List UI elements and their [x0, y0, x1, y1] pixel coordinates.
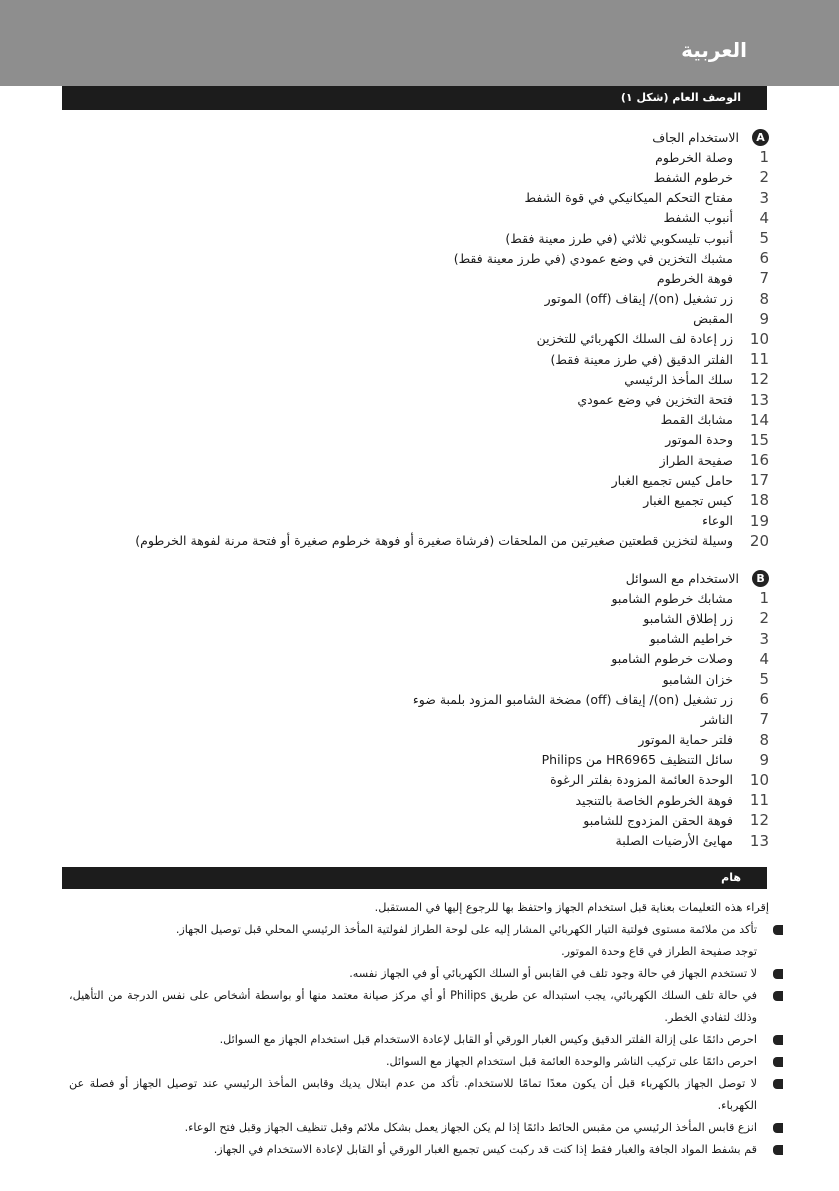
item-label: وسيلة لتخزين قطعتين صغيرتين من الملحقات (فرشاة صغيرة أو فوهة خرطوم صغيرة أو فتحة مرنة لفوهة الخرطوم) [135, 533, 733, 549]
list-item [135, 228, 769, 248]
list-item [413, 669, 769, 689]
item-label: الوحدة العائمة المزودة بفلتر الرغوة [550, 772, 733, 788]
list-item [413, 830, 769, 850]
bullet-icon [773, 1057, 783, 1067]
item-number: 13 [749, 390, 769, 409]
item-label: زر تشغيل (on)/ إيقاف (off) مضخة الشامبو المزود بلمبة ضوء [412, 691, 733, 707]
item-number: 7 [759, 269, 769, 288]
item-number: 4 [759, 208, 769, 227]
section-general-title: الوصف العام (شكل ١) [62, 86, 767, 110]
list-item [413, 730, 769, 750]
list-item [135, 430, 769, 450]
item-number: 3 [759, 188, 769, 207]
item-label: وصلات خرطوم الشامبو [611, 651, 733, 667]
list-item [135, 208, 769, 228]
bullet-text: لا توصل الجهاز بالكهرباء قبل أن يكون معدًا تمامًا للاستخدام. تأكد من عدم ابتلال يديك وقابس المأخذ الرئيسي عند توصيل الجهاز أو فصلة عن الكهرباء. [69, 1077, 757, 1112]
list-item [413, 709, 769, 729]
item-label: فوهة الخرطوم [656, 270, 733, 286]
bullet-text: انزع قابس المأخذ الرئيسي من مقبس الحائط دائمًا إذا لم يكن الجهاز يعمل بشكل ملائم وقبل تنظيف الجهاز وقبل فتح الوعاء. [184, 1121, 757, 1134]
wet-use-title: الاستخدام مع السوائل [625, 570, 739, 586]
item-number: 1 [759, 148, 769, 167]
list-item [135, 511, 769, 531]
item-label: أنبوب الشفط [663, 210, 733, 226]
item-label: فوهة الخرطوم الخاصة بالتنجيد [575, 792, 733, 808]
item-number: 16 [749, 451, 769, 470]
bullet-icon [773, 1123, 783, 1133]
item-number: 2 [759, 168, 769, 187]
item-label: الوعاء [702, 513, 733, 529]
item-number: 6 [759, 690, 769, 709]
list-item [135, 410, 769, 430]
item-number: 12 [749, 370, 769, 389]
list-item [135, 490, 769, 510]
item-number: 7 [759, 710, 769, 729]
item-number: 19 [749, 511, 769, 530]
item-label: وحدة الموتور [665, 432, 733, 448]
item-number: 1 [759, 589, 769, 608]
bullet-icon [773, 925, 783, 935]
list-item [413, 790, 769, 810]
list-item [135, 188, 769, 208]
item-label: صفيحة الطراز [659, 452, 733, 468]
item-number: 15 [749, 430, 769, 449]
bullet-icon [773, 1035, 783, 1045]
wet-use-list [413, 568, 769, 851]
list-item [135, 369, 769, 389]
item-number: 3 [759, 629, 769, 648]
important-bullet [69, 1029, 769, 1051]
item-number: 6 [759, 249, 769, 268]
item-label: وصلة الخرطوم [655, 149, 733, 165]
bullet-text: لا تستخدم الجهاز في حالة وجود تلف في القابس أو السلك الكهربائي أو في الجهاز نفسه. [349, 967, 757, 980]
item-label: سلك المأخذ الرئيسي [624, 371, 733, 387]
bullet-text: قم بشفط المواد الجافة والغبار فقط إذا كنت قد ركبت كيس تجميع الغبار الورقي أو القابل لإعادة الاستخدام في الجهاز. [213, 1143, 757, 1156]
section-a-badge: A [752, 129, 769, 146]
item-number: 10 [749, 329, 769, 348]
item-label: المقبض [693, 311, 733, 327]
item-label: كيس تجميع الغبار [643, 492, 733, 508]
item-label: زر إطلاق الشامبو [643, 610, 733, 626]
list-item [135, 309, 769, 329]
list-item [413, 770, 769, 790]
item-number: 4 [759, 649, 769, 668]
list-item [135, 450, 769, 470]
item-number: 5 [759, 229, 769, 248]
list-item [135, 349, 769, 369]
item-number: 12 [749, 811, 769, 830]
item-label: الناشر [700, 711, 733, 727]
dry-use-heading [135, 127, 769, 147]
important-bullet [69, 1073, 769, 1117]
item-number: 18 [749, 491, 769, 510]
list-item [413, 750, 769, 770]
item-label: مفتاح التحكم الميكانيكي في قوة الشفط [524, 190, 733, 206]
important-bullet [69, 1117, 769, 1139]
bullet-continuation: توجد صفيحة الطراز في قاع وحدة الموتور. [561, 945, 757, 958]
item-number: 9 [759, 750, 769, 769]
item-label: سائل التنظيف HR6965 من Philips [541, 752, 733, 768]
list-item [135, 167, 769, 187]
list-item [135, 248, 769, 268]
important-bullet [69, 1139, 769, 1161]
item-label: الفلتر الدقيق (في طرز معينة فقط) [550, 351, 733, 367]
item-number: 10 [749, 770, 769, 789]
important-text [69, 897, 769, 1161]
list-item [135, 329, 769, 349]
list-item [413, 689, 769, 709]
item-number: 11 [749, 791, 769, 810]
item-number: 8 [759, 289, 769, 308]
bullet-text: في حالة تلف السلك الكهربائي، يجب استبداله عن طريق Philips أو أي مركز صيانة معتمد منها أو بواسطة أشخاص على نفس الدرجة من التأهيل، وذلك لتفادي الخطر. [69, 989, 757, 1024]
important-bullet [69, 1051, 769, 1073]
item-number: 2 [759, 609, 769, 628]
item-label: حامل كيس تجميع الغبار [611, 472, 733, 488]
item-number: 5 [759, 670, 769, 689]
list-item [413, 588, 769, 608]
item-label: زر إعادة لف السلك الكهربائي للتخزين [536, 331, 733, 347]
item-label: خراطيم الشامبو [649, 631, 733, 647]
important-bullet [69, 963, 769, 985]
item-number: 14 [749, 410, 769, 429]
bullet-text: احرص دائمًا على إزالة الفلتر الدقيق وكيس الغبار الورقي أو القابل لإعادة الاستخدام قبل استخدام الجهاز مع السوائل. [219, 1033, 757, 1046]
list-item [413, 629, 769, 649]
bullet-icon [773, 1079, 783, 1089]
important-bullet [69, 985, 769, 1029]
item-label: مشابك القمط [660, 412, 733, 428]
item-label: زر تشغيل (on)/ إيقاف (off) الموتور [544, 291, 733, 307]
item-label: مشبك التخزين في وضع عمودي (في طرز معينة فقط) [453, 250, 733, 266]
item-label: فلتر حماية الموتور [638, 732, 733, 748]
list-item [413, 608, 769, 628]
dry-use-list [135, 127, 769, 551]
dry-use-title: الاستخدام الجاف [652, 129, 739, 145]
list-item [135, 389, 769, 409]
bullet-icon [773, 969, 783, 979]
bullet-icon [773, 1145, 783, 1155]
item-number: 8 [759, 730, 769, 749]
item-number: 11 [749, 350, 769, 369]
item-number: 13 [749, 831, 769, 850]
item-label: خزان الشامبو [662, 671, 733, 687]
item-number: 9 [759, 309, 769, 328]
item-label: خرطوم الشفط [653, 169, 733, 185]
item-number: 20 [749, 531, 769, 550]
section-important-title: هام [62, 867, 767, 889]
wet-use-heading [413, 568, 769, 588]
bullet-text: احرص دائمًا على تركيب الناشر والوحدة العائمة قبل استخدام الجهاز مع السوائل. [385, 1055, 757, 1068]
bullet-text: تأكد من ملائمة مستوى فولتية التيار الكهربائي المشار إليه على لوحة الطراز لفولتية المأخذ الرئيسي المحلي قبل توصيل الجهاز. [175, 923, 757, 936]
list-item [135, 289, 769, 309]
item-label: فتحة التخزين في وضع عمودي [577, 392, 733, 408]
list-item [135, 268, 769, 288]
list-item [135, 470, 769, 490]
list-item [135, 531, 769, 551]
bullet-icon [773, 991, 783, 1001]
list-item [413, 649, 769, 669]
header-band [0, 0, 839, 86]
item-number: 17 [749, 471, 769, 490]
item-label: مشابك خرطوم الشامبو [611, 590, 733, 606]
important-intro: إقراء هذه التعليمات بعناية قبل استخدام الجهاز واحتفظ بها للرجوع إليها في المستقبل. [374, 901, 769, 914]
item-label: مهايئ الأرضيات الصلبة [615, 833, 733, 849]
important-bullet [69, 919, 769, 941]
language-title: العربية [681, 38, 747, 62]
section-b-badge: B [752, 570, 769, 587]
item-label: فوهة الحقن المزدوج للشامبو [583, 812, 733, 828]
item-label: أنبوب تليسكوبي ثلاثي (في طرز معينة فقط) [505, 230, 733, 246]
list-item [413, 810, 769, 830]
list-item [135, 147, 769, 167]
